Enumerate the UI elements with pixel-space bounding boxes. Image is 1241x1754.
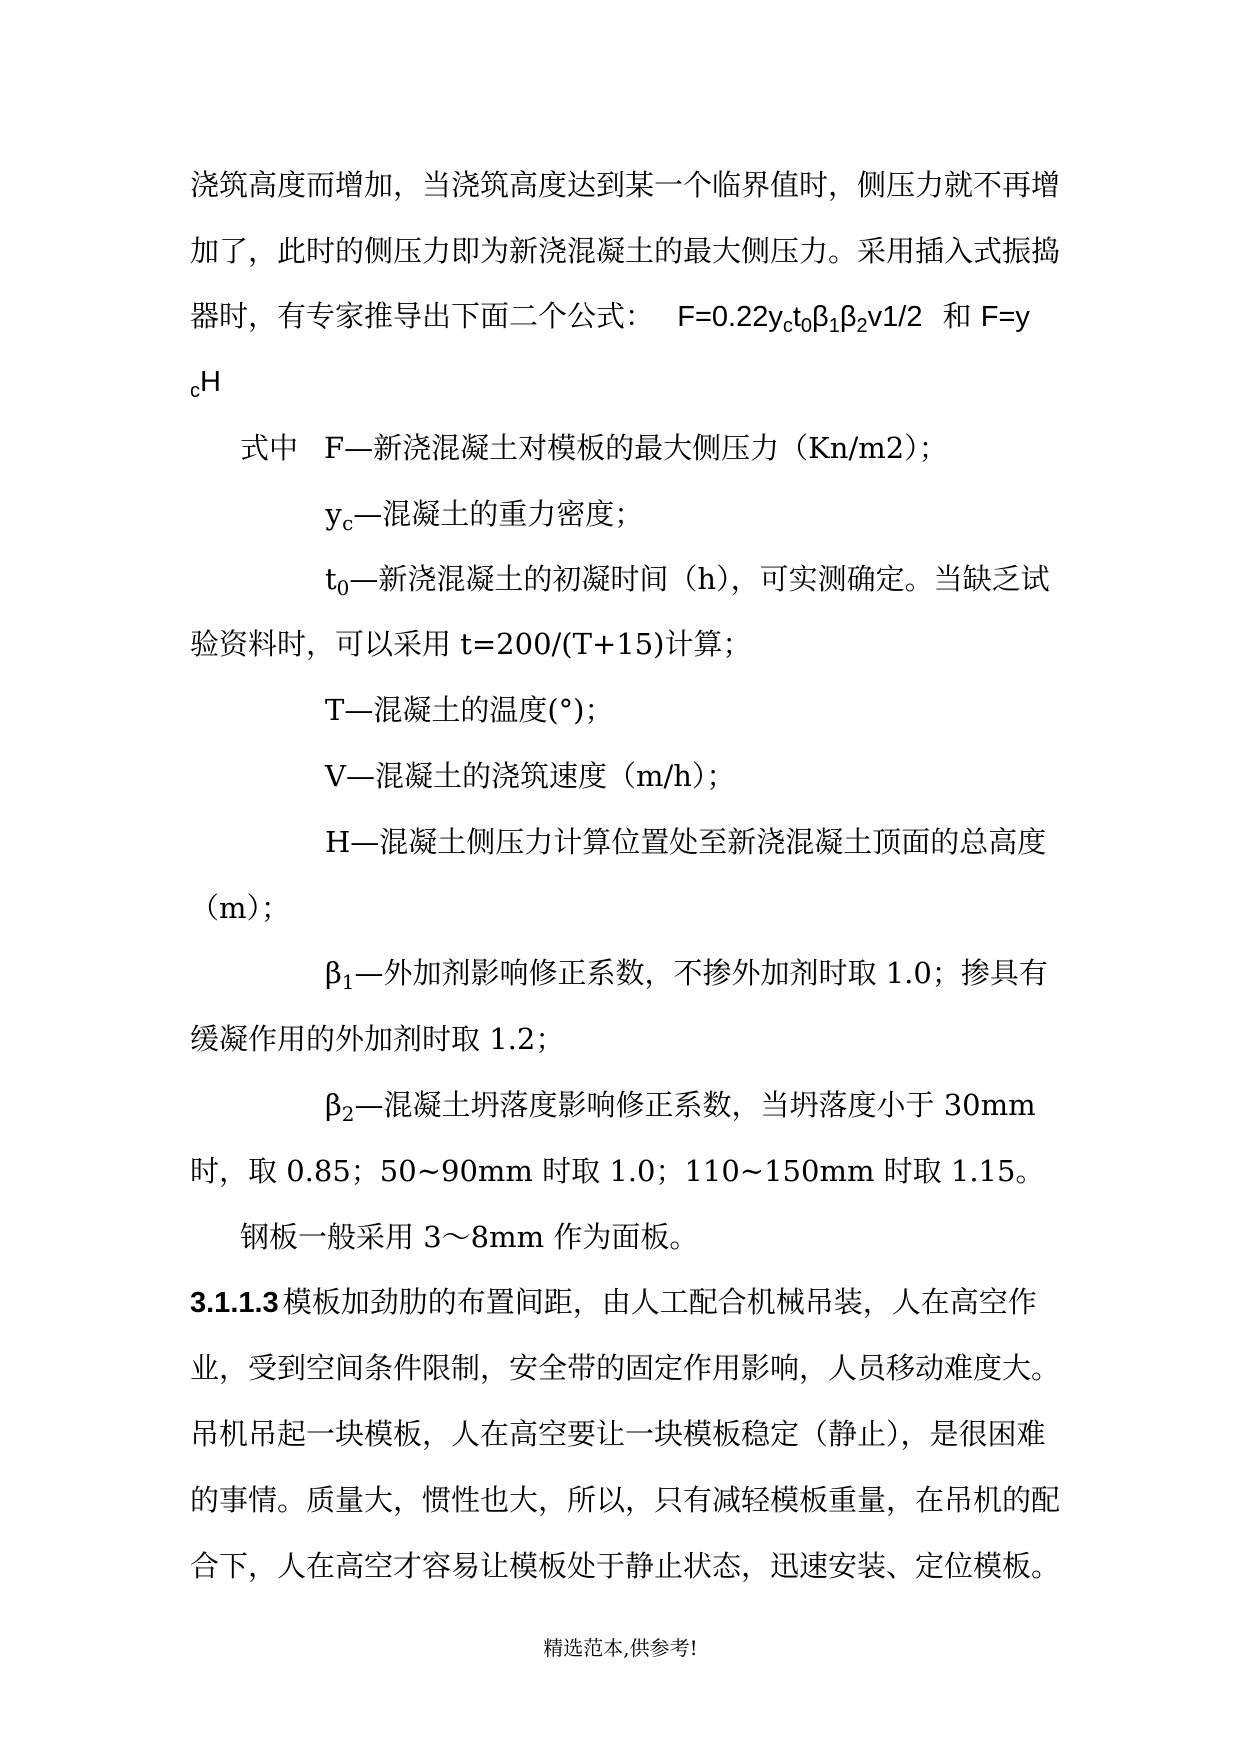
definition-v: V—混凝土的浇筑速度（m/h）； bbox=[325, 759, 736, 793]
formula-one: $F=0.22у_ct_0\beta_1\beta_2v1/2$ bbox=[677, 301, 923, 337]
steel-plate-note: 钢板一般采用 3～8mm 作为面板。 bbox=[240, 1220, 699, 1254]
definition-beta2-cont: 时，取 0.85；50~90mm 时取 1.0；110~150mm 时取 1.15。 bbox=[190, 1154, 1045, 1188]
formula-intro: 器时，有专家推导出下面二个公式： bbox=[190, 299, 655, 333]
definition-beta1-cont: 缓凝作用的外加剂时取 1.2； bbox=[190, 1022, 565, 1056]
page-footer: 精选范本,供参考! bbox=[543, 1636, 698, 1660]
definition-h-cont: （m）； bbox=[190, 891, 290, 925]
definition-t0: $t_0—$新浇混凝土的初凝时间（h），可实测确定。当缺乏试 bbox=[325, 562, 1050, 600]
section-paragraph-line-1: 3.1.1.3 模板加劲肋的布置间距，由人工配合机械吊装，人在高空作 bbox=[190, 1285, 1037, 1319]
definition-h: H—混凝土侧压力计算位置处至新浇混凝土顶面的总高度 bbox=[325, 825, 1047, 859]
section-paragraph-line-2: 业，受到空间条件限制，安全带的固定作用影响，人员移动难度大。 bbox=[190, 1351, 1061, 1385]
formula-and: 和 bbox=[942, 299, 972, 333]
formula-line bbox=[190, 296, 1030, 337]
section-paragraph-line-4: 的事情。质量大，惯性也大，所以，只有减轻模板重量，在吊机的配 bbox=[190, 1483, 1061, 1517]
definition-t: T—混凝土的温度(°)； bbox=[325, 693, 614, 727]
formula-two-cont: $_c$H bbox=[190, 366, 221, 402]
text-line-2: 加了，此时的侧压力即为新浇混凝土的最大侧压力。采用插入式振捣 bbox=[190, 234, 1061, 268]
definition-gamma: $у_c—$混凝土的重力密度； bbox=[325, 497, 644, 535]
section-number: 3.1.1.3 bbox=[190, 1287, 279, 1319]
text-line-1: 浇筑高度而增加，当浇筑高度达到某一个临界值时，侧压力就不再增 bbox=[190, 168, 1061, 202]
definition-t0-cont: 验资料时，可以采用 t=200/(T+15)计算； bbox=[190, 627, 752, 661]
section-paragraph-line-3: 吊机吊起一块模板，人在高空要让一块模板稳定（静止），是很困难 bbox=[190, 1417, 1046, 1451]
definition-f: 式中 F—新浇混凝土对模板的最大侧压力（Kn/m2）； bbox=[240, 431, 948, 465]
section-paragraph-line-5: 合下，人在高空才容易让模板处于静止状态，迅速安装、定位模板。 bbox=[190, 1549, 1061, 1583]
definition-beta1: $\beta_1—$外加剂影响修正系数，不掺外加剂时取 1.0；掺具有 bbox=[325, 956, 1048, 994]
formula-two: F=у bbox=[980, 301, 1030, 333]
definition-beta2: $\beta_2—$混凝土坍落度影响修正系数，当坍落度小于 30mm bbox=[325, 1088, 1036, 1126]
